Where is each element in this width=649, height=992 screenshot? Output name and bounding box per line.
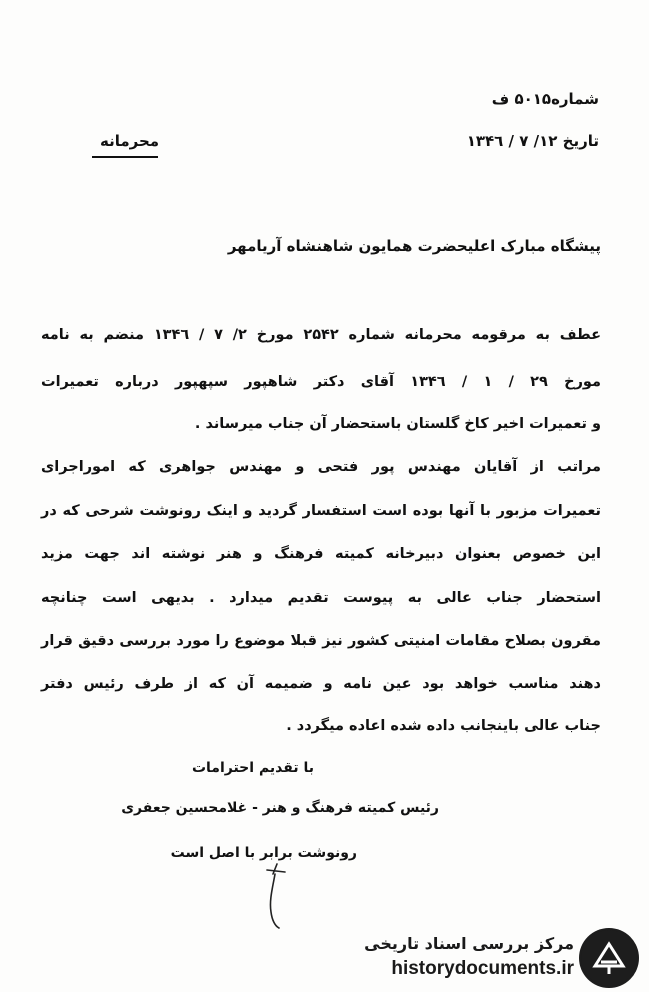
certified-copy-note: رونوشت برابر با اصل است — [170, 845, 357, 861]
archive-logo-icon — [579, 928, 639, 988]
signatory-line: رئیس کمیته فرهنگ و هنر - غلامحسین جعفری — [121, 800, 439, 816]
body-line-1: عطف به مرقومه محرمانه شماره ۲۵۴۲ مورخ ۲/ ۷ / ۱۳۴٦ منضم به نامه — [41, 327, 601, 343]
body-line-5: تعمیرات مزبور با آنها بوده است استفسار گردید و اینک رونوشت شرحی که در — [41, 503, 601, 519]
document-date: تاریخ ۱۲/ ۷ / ۱۳۴٦ — [466, 132, 599, 150]
body-line-7: استحضار جناب عالی به پیوست تقدیم میدارد . بدیهی است چنانچه — [41, 590, 601, 606]
document-number: شماره۵۰۱۵ ف — [491, 90, 599, 108]
archive-title: مرکز بررسی اسناد تاریخی — [364, 934, 574, 953]
body-line-2: مورخ ۲۹ / ۱ / ۱۳۴٦ آقای دکتر شاهپور سپهپور درباره تعمیرات — [41, 374, 601, 390]
signature-mark — [255, 860, 295, 930]
body-line-4: مراتب از آقایان مهندس پور فتحی و مهندس جواهری که اموراجرای — [41, 459, 601, 475]
body-line-10: جناب عالی باینجانب داده شده اعاده میگردد . — [286, 718, 601, 734]
body-line-6: این خصوص بعنوان دبیرخانه کمیته فرهنگ و هنر نوشته اند جهت مزید — [41, 546, 601, 562]
body-line-3: و تعمیرات اخیر کاخ گلستان باستحضار آن جناب میرساند . — [194, 416, 601, 432]
body-line-9: دهند مناسب خواهد بود عین نامه و ضمیمه آن که از طرف رئیس دفتر — [41, 676, 601, 692]
classification-underline — [92, 156, 158, 158]
body-line-8: مقرون بصلاح مقامات امنیتی کشور نیز قبلا موضوع را مورد بررسی دقیق قرار — [41, 633, 601, 649]
salutation-line: پیشگاه مبارک اعلیحضرت همایون شاهنشاه آریامهر — [227, 237, 601, 255]
closing-regards: با تقدیم احترامات — [191, 760, 314, 776]
classification-label: محرمانه — [100, 132, 160, 150]
archive-url: historydocuments.ir — [391, 958, 574, 979]
